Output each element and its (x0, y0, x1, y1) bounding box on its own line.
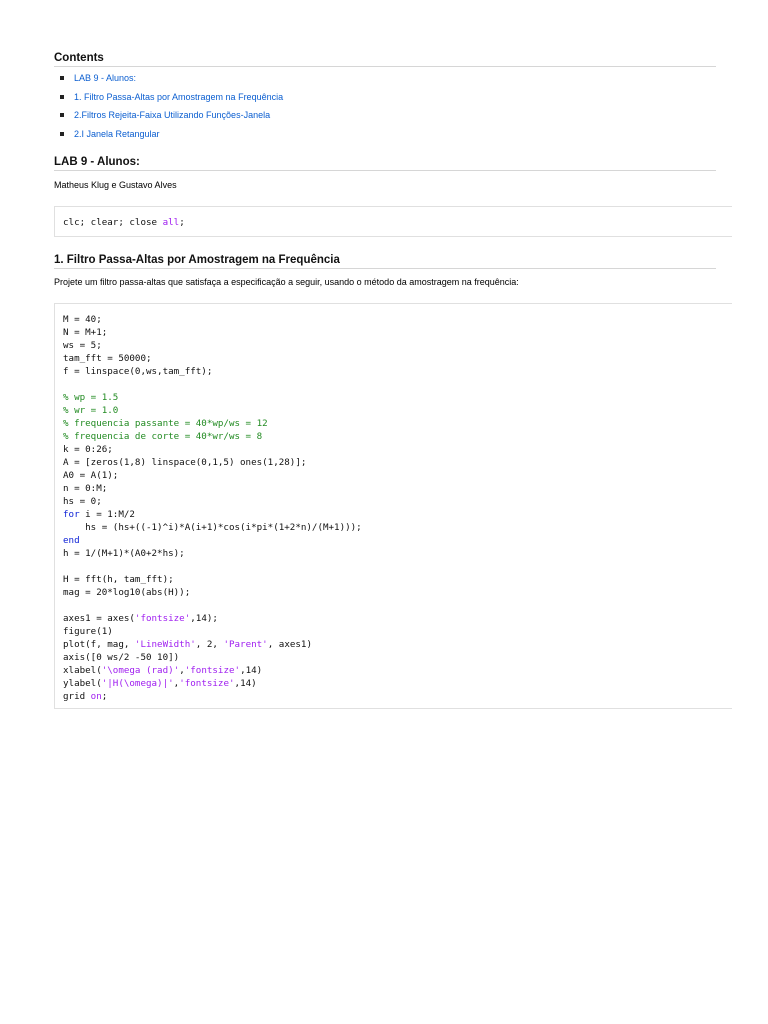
code-line: ws = 5; (63, 340, 102, 351)
code-line: tam_fft = 50000; (63, 353, 152, 364)
section-heading-filtro-passa-altas: 1. Filtro Passa-Altas por Amostragem na Frequência (54, 254, 716, 269)
code-text: i = 1:M/2 (79, 509, 135, 520)
code-blank-line (63, 378, 724, 391)
code-text: ,14) (234, 678, 257, 689)
code-line: hs = (hs+((-1)^i)*A(i+1)*cos(i*pi*(1+2*n)/(M+1))); (63, 522, 362, 533)
code-string: '\omega (rad)' (101, 665, 180, 676)
code-line: A0 = A(1); (63, 470, 119, 481)
code-text: , (173, 678, 180, 689)
toc-link-lab9[interactable]: LAB 9 - Alunos: (74, 73, 137, 83)
table-of-contents (58, 72, 283, 146)
code-line: axis([0 ws/2 -50 10]) (63, 652, 180, 663)
code-line: h = 1/(M+1)*(A0+2*hs); (63, 548, 185, 559)
code-line: f = linspace(0,ws,tam_fft); (63, 366, 213, 377)
code-string: 'Parent' (223, 639, 268, 650)
code-string: 'fontsize' (134, 613, 191, 624)
code-blank-line (63, 560, 724, 573)
code-block-setup (54, 206, 732, 237)
code-comment: % frequencia passante = 40*wp/ws = 12 (63, 418, 268, 429)
toc-item (58, 72, 283, 91)
code-text: ,14) (240, 665, 263, 676)
code-line-for (63, 508, 724, 521)
code-text: clc; clear; close (63, 217, 163, 228)
code-line-grid (63, 690, 724, 703)
code-text: ylabel( (63, 678, 102, 689)
toc-link-janela-retangular[interactable]: 2.I Janela Retangular (74, 128, 160, 139)
code-line: H = fft(h, tam_fft); (63, 574, 174, 585)
code-comment: % wr = 1.0 (63, 405, 119, 416)
code-blank-line (63, 599, 724, 612)
code-line: figure(1) (63, 626, 113, 637)
code-line-plot (63, 638, 724, 651)
code-string: 'fontsize' (184, 665, 241, 676)
code-line: N = M+1; (63, 327, 108, 338)
bullet-icon (60, 76, 64, 80)
code-line-axes (63, 612, 724, 625)
code-text: ,14); (190, 613, 218, 624)
code-text: , 2, (195, 639, 224, 650)
code-string: '|H(\omega)|' (101, 678, 174, 689)
code-text: , (179, 665, 185, 676)
code-line: k = 0:26; (63, 444, 113, 455)
toc-item (58, 128, 283, 147)
toc-link-filtros-rejeita-faixa[interactable]: 2.Filtros Rejeita-Faixa Utilizando Funções-Janela (74, 110, 271, 120)
authors-text: Matheus Klug e Gustavo Alves (54, 180, 177, 190)
code-text: grid (63, 691, 91, 702)
code-line: hs = 0; (63, 496, 102, 507)
code-text: ; (179, 217, 185, 228)
code-comment: % wp = 1.5 (63, 392, 119, 403)
contents-heading: Contents (54, 52, 716, 67)
toc-item (58, 109, 283, 128)
section-description: Projete um filtro passa-altas que satisfaça a especificação a seguir, usando o método da amostragem na frequência: (54, 277, 519, 287)
code-line-ylabel (63, 677, 724, 690)
code-string: on (90, 691, 102, 702)
code-text: , axes1) (267, 639, 312, 650)
code-text: ; (101, 691, 108, 702)
bullet-icon (60, 95, 64, 99)
code-line: n = 0:M; (63, 483, 108, 494)
lab-heading: LAB 9 - Alunos: (54, 156, 716, 171)
code-keyword: end (63, 535, 80, 546)
code-block-filter (54, 303, 732, 709)
code-text: axes1 = axes( (63, 613, 135, 624)
toc-item (58, 91, 283, 110)
code-string: 'LineWidth' (134, 639, 196, 650)
bullet-icon (60, 132, 64, 136)
toc-link-filtro-passa-altas[interactable]: 1. Filtro Passa-Altas por Amostragem na Frequência (74, 91, 284, 102)
code-comment: % frequencia de corte = 40*wr/ws = 8 (63, 431, 263, 442)
code-text: xlabel( (63, 665, 102, 676)
code-text: plot(f, mag, (63, 639, 135, 650)
code-line: M = 40; (63, 314, 102, 325)
code-line-xlabel (63, 664, 724, 677)
code-line: mag = 20*log10(abs(H)); (63, 587, 191, 598)
code-string: all (162, 217, 180, 228)
code-keyword: for (63, 509, 80, 520)
code-string: 'fontsize' (179, 678, 235, 689)
code-line: A = [zeros(1,8) linspace(0,1,5) ones(1,28)]; (63, 457, 307, 468)
bullet-icon (60, 113, 64, 117)
